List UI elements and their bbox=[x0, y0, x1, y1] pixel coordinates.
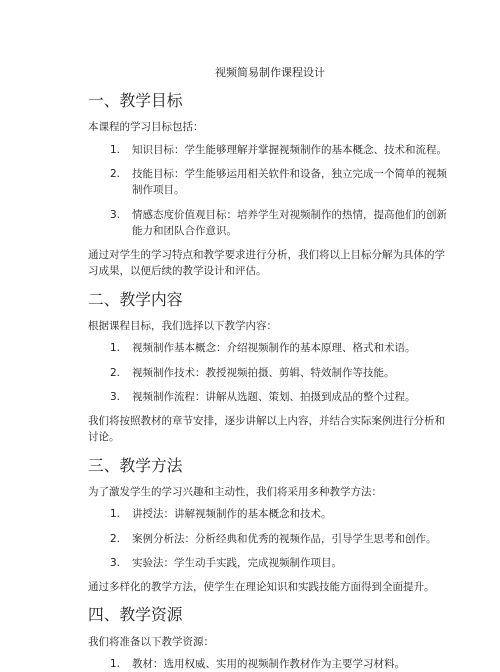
section-heading: 四、教学资源 bbox=[88, 605, 183, 625]
section-intro: 根据课程目标，我们选择以下教学内容： bbox=[88, 319, 277, 332]
list-item bbox=[88, 365, 452, 381]
list-number: 1. bbox=[110, 342, 121, 355]
list-item bbox=[88, 142, 452, 158]
section-intro: 我们将准备以下教学资源： bbox=[88, 635, 214, 648]
list-number: 1. bbox=[110, 143, 121, 156]
resources-list bbox=[88, 656, 452, 672]
list-item bbox=[88, 207, 452, 240]
list-text: 知识目标：学生能够理解并掌握视频制作的基本概念、技术和流程。 bbox=[132, 143, 447, 156]
section-heading: 二、教学内容 bbox=[88, 289, 183, 309]
list-number: 1. bbox=[110, 508, 121, 521]
list-number: 2. bbox=[110, 366, 121, 379]
list-item bbox=[88, 166, 452, 199]
list-text: 技能目标：学生能够运用相关软件和设备，独立完成一个简单的视频制作项目。 bbox=[132, 167, 447, 197]
list-text: 教材：选用权威、实用的视频制作教材作为主要学习材料。 bbox=[132, 657, 405, 670]
list-text: 视频制作基本概念：介绍视频制作的基本原理、格式和术语。 bbox=[132, 342, 416, 355]
section-resources bbox=[88, 603, 452, 672]
document-title: 视频简易制作课程设计 bbox=[215, 66, 325, 79]
list-item bbox=[88, 656, 452, 672]
section-intro: 为了激发学生的学习兴趣和主动性，我们将采用多种教学方法： bbox=[88, 485, 382, 498]
section-heading: 一、教学目标 bbox=[88, 91, 183, 111]
list-number: 2. bbox=[110, 167, 121, 180]
list-number: 2. bbox=[110, 532, 121, 545]
list-text: 讲授法：讲解视频制作的基本概念和技术。 bbox=[132, 508, 332, 521]
list-text: 视频制作流程：讲解从选题、策划、拍摄到成品的整个过程。 bbox=[132, 390, 416, 403]
list-text: 案例分析法：分析经典和优秀的视频作品，引导学生思考和创作。 bbox=[132, 532, 437, 545]
section-outro: 通过多样化的教学方法，使学生在理论知识和实践技能方面得到全面提升。 bbox=[88, 581, 435, 594]
section-heading: 三、教学方法 bbox=[88, 455, 183, 475]
section-objectives bbox=[88, 89, 452, 280]
list-item bbox=[88, 531, 452, 547]
list-text: 实验法：学生动手实践，完成视频制作项目。 bbox=[132, 556, 342, 569]
list-text: 情感态度价值观目标：培养学生对视频制作的热情，提高他们的创新能力和团队合作意识。 bbox=[132, 208, 447, 237]
list-item bbox=[88, 506, 452, 522]
objectives-list bbox=[88, 142, 452, 239]
section-outro: 我们将按照教材的章节安排，逐步讲解以上内容，并结合实际案例进行分析和讨论。 bbox=[88, 415, 445, 444]
section-intro: 本课程的学习目标包括： bbox=[88, 121, 204, 134]
list-number: 3. bbox=[110, 390, 121, 403]
list-item bbox=[88, 555, 452, 571]
list-item bbox=[88, 340, 452, 356]
section-content bbox=[88, 288, 452, 446]
section-outro: 通过对学生的学习特点和教学要求进行分析，我们将以上目标分解为具体的学习成果，以便后续的教学设计和评估。 bbox=[88, 249, 445, 278]
content-list bbox=[88, 340, 452, 405]
list-number: 3. bbox=[110, 208, 121, 221]
list-text: 视频制作技术：教授视频拍摄、剪辑、特效制作等技能。 bbox=[132, 366, 395, 379]
list-number: 1. bbox=[110, 657, 121, 670]
list-item bbox=[88, 389, 452, 405]
list-number: 3. bbox=[110, 556, 121, 569]
methods-list bbox=[88, 506, 452, 571]
section-methods bbox=[88, 454, 452, 596]
